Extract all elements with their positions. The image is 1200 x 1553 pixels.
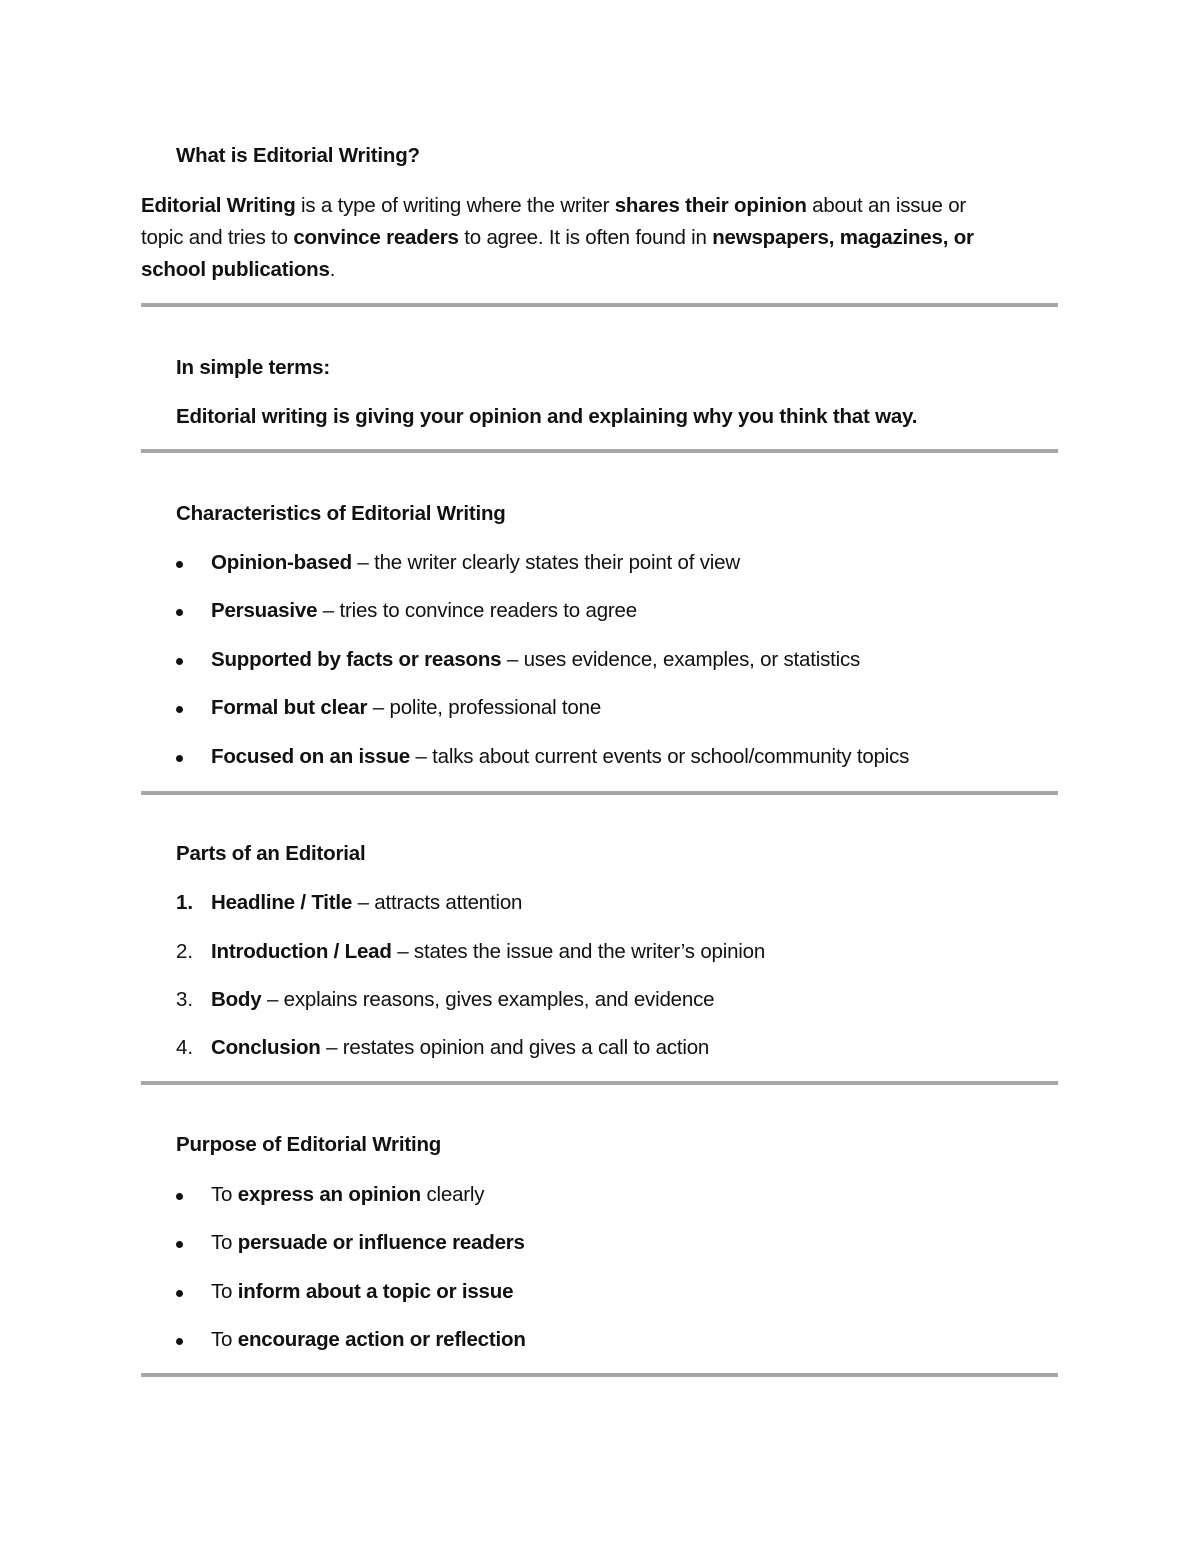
heading-parts: Parts of an Editorial (176, 842, 366, 865)
bullet-icon (176, 1290, 183, 1297)
part-item (211, 1035, 709, 1061)
bold-text-run: convince readers (293, 226, 459, 249)
characteristic-item (211, 647, 860, 673)
bullet-icon (176, 658, 183, 665)
bold-text-run: inform about a topic or issue (237, 1280, 514, 1303)
purpose-item (211, 1182, 484, 1208)
bold-text-run: encourage action or reflection (237, 1328, 526, 1351)
characteristic-item (211, 695, 601, 721)
bullet-icon (176, 706, 183, 713)
intro-line-1 (141, 193, 966, 219)
text-run: – restates opinion and gives a call to action (320, 1036, 710, 1059)
heading-in-simple-terms: In simple terms: (176, 356, 331, 379)
text-run: To (211, 1280, 238, 1303)
text-run: clearly (420, 1183, 485, 1206)
bold-text-run: shares their opinion (614, 194, 807, 217)
text-run: about an issue or (806, 194, 967, 217)
text-run: – talks about current events or school/community topics (409, 745, 910, 768)
text-run: To (211, 1328, 238, 1351)
text-run: To (211, 1183, 238, 1206)
text-run: is a type of writing where the writer (295, 194, 615, 217)
horizontal-rule (141, 791, 1058, 795)
bullet-icon (176, 1241, 183, 1248)
text-run: – explains reasons, gives examples, and evidence (261, 988, 715, 1011)
intro-line-3 (141, 257, 335, 283)
bullet-icon (176, 755, 183, 762)
text-run: – polite, professional tone (367, 696, 602, 719)
bold-text-run: Persuasive (211, 599, 318, 622)
bold-text-run: Formal but clear (211, 696, 368, 719)
characteristic-item (211, 550, 740, 576)
heading-purpose: Purpose of Editorial Writing (176, 1133, 442, 1156)
bold-text-run: Body (211, 988, 262, 1011)
bold-text-run: Introduction / Lead (211, 940, 392, 963)
text-run: . (329, 258, 336, 281)
text-run: to agree. It is often found in (458, 226, 713, 249)
heading-characteristics: Characteristics of Editorial Writing (176, 502, 506, 525)
horizontal-rule (141, 1373, 1058, 1377)
list-number: 2. (176, 940, 194, 963)
characteristic-item (211, 744, 909, 770)
horizontal-rule (141, 449, 1058, 453)
bullet-icon (176, 609, 183, 616)
bold-text-run: newspapers, magazines, or (712, 226, 974, 249)
bold-text-run: Supported by facts or reasons (211, 648, 502, 671)
list-number: 1. (176, 891, 194, 914)
list-number: 3. (176, 988, 194, 1011)
text-run: – attracts attention (352, 891, 523, 914)
text-run: – states the issue and the writer’s opinion (391, 940, 766, 963)
purpose-item (211, 1230, 525, 1256)
simple-terms-text: Editorial writing is giving your opinion and explaining why you think that way. (176, 405, 918, 428)
text-run: – the writer clearly states their point of view (351, 551, 740, 574)
bold-text-run: Focused on an issue (211, 745, 410, 768)
bullet-icon (176, 1193, 183, 1200)
bold-text-run: Conclusion (211, 1036, 321, 1059)
list-number: 4. (176, 1036, 194, 1059)
bold-text-run: Opinion-based (211, 551, 352, 574)
bullet-icon (176, 561, 183, 568)
purpose-item (211, 1327, 526, 1353)
text-run: topic and tries to (141, 226, 294, 249)
part-item (211, 939, 765, 965)
text-run: To (211, 1231, 238, 1254)
bold-text-run: Headline / Title (211, 891, 353, 914)
characteristic-item (211, 598, 637, 624)
text-run: – uses evidence, examples, or statistics (501, 648, 861, 671)
bold-text-run: school publications (141, 258, 330, 281)
horizontal-rule (141, 303, 1058, 307)
bold-text-run: express an opinion (237, 1183, 421, 1206)
bold-text-run: Editorial Writing (141, 194, 296, 217)
part-item (211, 987, 714, 1013)
part-item (211, 890, 522, 916)
text-run: – tries to convince readers to agree (317, 599, 637, 622)
intro-line-2 (141, 225, 974, 251)
bold-text-run: persuade or influence readers (237, 1231, 525, 1254)
heading-what-is-editorial: What is Editorial Writing? (176, 144, 420, 167)
horizontal-rule (141, 1081, 1058, 1085)
bullet-icon (176, 1338, 183, 1345)
purpose-item (211, 1279, 513, 1305)
